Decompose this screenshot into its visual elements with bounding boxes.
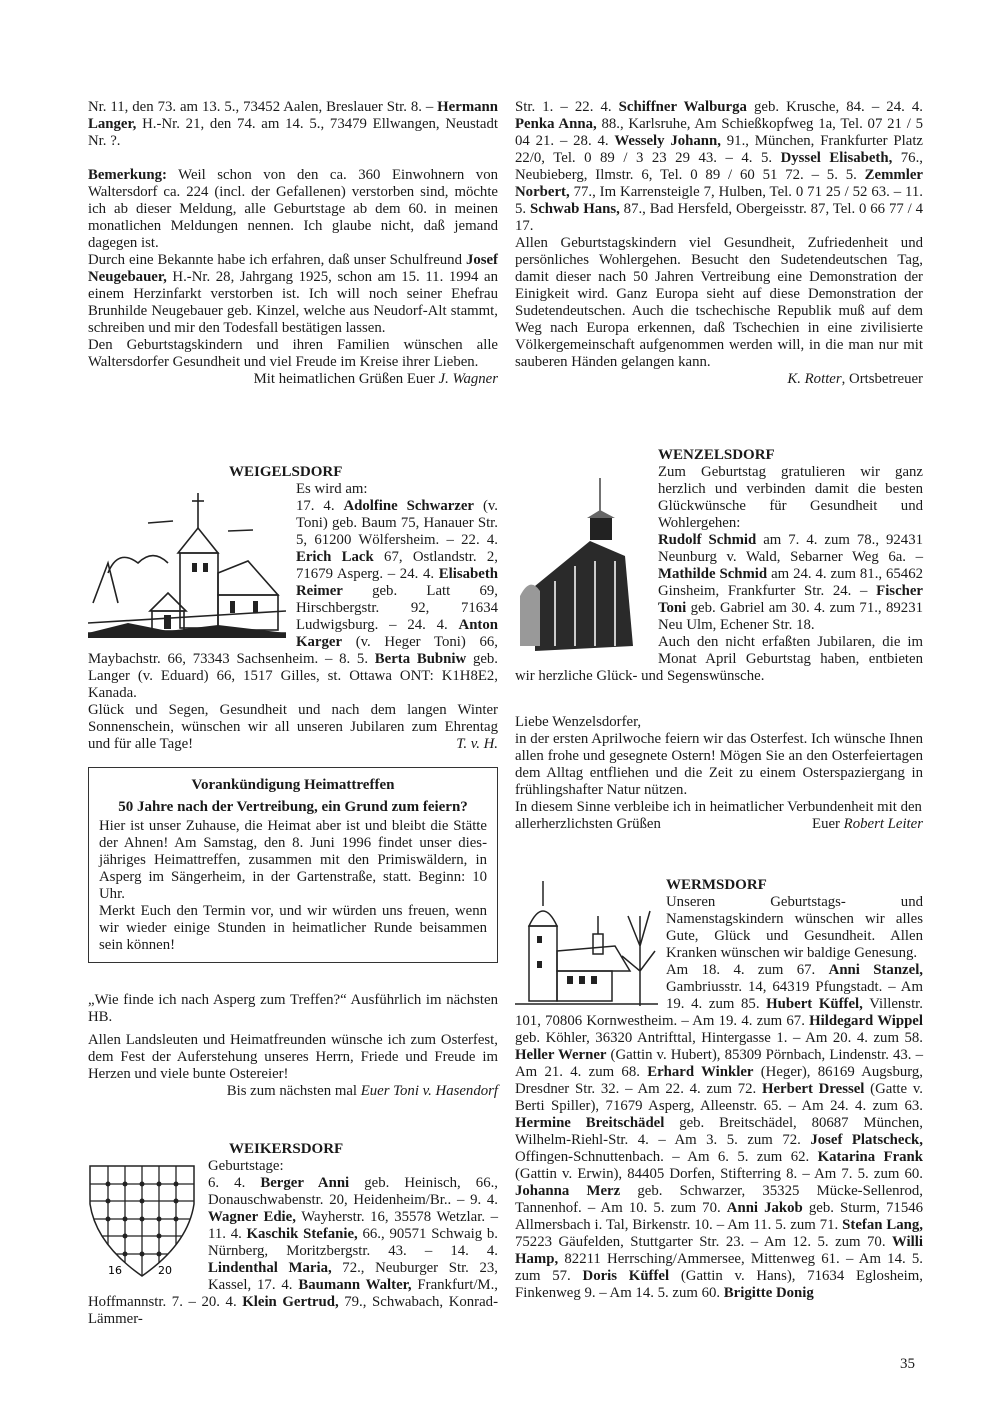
paragraph: Hier ist unser Zuhause, die Heimat aber ist und bleibt die Stätte der Ahnen! Am Samstag, den 8. Juni 1996 findet unser dies-jähriges Heimattreffen, zusammen mit den Primiswäldern, in Asperg im Sängerheim, in der Gartenstraße, statt. Beginn: 10 Uhr. [99, 818, 487, 902]
weikersdorf-section [88, 1140, 498, 1328]
text-run: 67, Ostlandstr. 2, 71679 Asperg. – 24. 4. [296, 549, 498, 582]
text-run: am 7. 4. zum 78., 92431 Neunburg v. Wald, Sebarner Weg 6a. – [658, 532, 923, 565]
text-run: H.-Nr. 21, den 74. am 14. 5., 73479 Ellwangen, Neustadt Nr. ?. [88, 116, 498, 149]
person-name: Katarina Frank [817, 1149, 923, 1165]
remark-paragraph [88, 167, 498, 252]
person-name: Penka Anna, [515, 116, 597, 132]
text-run: geb. Gabriel am 30. 4. zum 71., 89231 Neu Ulm, Echener Str. 18. [658, 600, 923, 633]
greeting-text: Glück und Segen, Gesundheit und nach dem langen Winter Sonnenschein, wünschen wir all unseren Jubilaren zum Ehrentag und für alle Tage! [88, 702, 498, 752]
person-name: Baumann Walter, [298, 1277, 412, 1293]
text-run: (Gattin v. Erwin), 84405 Dorfen, Stifterring 8. – Am 7. 5. zum 60. [515, 1166, 923, 1182]
signature [88, 371, 498, 388]
salutation: Liebe Wenzelsdorfer, [515, 714, 642, 730]
text-run: Str. 1. – 22. 4. [515, 99, 619, 115]
waltersdorf-section [88, 99, 498, 388]
signature [812, 816, 923, 833]
person-name: Anni Stanzel, [828, 962, 923, 978]
continued-section [515, 99, 923, 388]
text-run: Weil schon von den ca. 360 Einwohnern von Waltersdorf ca. 224 (incl. der Gefallenen) verstorben sind, möchte ich ab dieser Meldung, alle Geburtstage ab dem 60. in meinen monatlichen Meldungen nennen. Ich glaube nicht, daß jemand dagegen ist. [88, 167, 498, 251]
person-name: Rudolf Schmid [658, 532, 757, 548]
closing-text: In diesem Sinne verbleibe ich in heimatlicher Verbundenheit mit den allerherzlichsten Grüßen [515, 799, 922, 832]
announcement-subtitle: 50 Jahre nach der Vertreibung, ein Grund zum feiern? [118, 799, 468, 815]
paragraph: Allen Geburtstagskindern viel Gesundheit, Zufriedenheit und persönliches Wohlergehen. Besucht den Sudetendeutschen Tag, damit dieser nach 50 Jahren Vertreibung eine Demonstration der Einigkeit wird. Ganz Europa sieht auf diese Demonstration der Sudetendeutschen. Auch die tschechische Republik muß auf dem Weg nach Europa erkennen, daß Tschechien in eine zivilisierte Völkergemeinschaft aufgenommen werden will, in die man nur mit sauberen Händen gelangen kann. [515, 235, 923, 370]
section-title: WEIKERSDORF [229, 1141, 344, 1157]
person-name: Doris Küffel [582, 1268, 670, 1284]
text-run: geb. Breitschädel, 80687 München, Wilhelm-Riehl-Str. 4. – Am 3. 5. zum 72. [515, 1115, 924, 1148]
paragraph [88, 337, 498, 371]
announcement-box [88, 767, 498, 963]
intro-text: Es wird am: [296, 481, 368, 497]
text-run: geb. Schwarzer, 35325 Mücke-Sellenrod, Tannenhof. – Am 10. 5. zum 70. [515, 1183, 923, 1216]
text-run: geb. Heinisch, 66., Donauschwabenstr. 20, Heidenheim/Br.. – 9. 4. [208, 1175, 499, 1208]
person-name: Elisabeth Reimer [296, 566, 498, 599]
paragraph: Allen Landsleuten und Heimatfreunden wünsche ich zum Osterfest, dem Fest der Auferstehung unseres Herrn, Friede und Freude im Herzen und viele bunte Ostereier! [88, 1032, 498, 1082]
text-run: 6. 4. [208, 1175, 261, 1191]
italic-text: Euer Toni v. Hasendorf [360, 1083, 498, 1099]
wermsdorf-section [515, 876, 923, 1302]
text-run: H.-Nr. 28, Jahrgang 1925, schon am 15. 11. 1994 an einem Herzinfarkt verstorben ist. Ich will noch seiner Ehefrau Brunhilde Neugebauer geb. Kinzel, welche aus Neudorf-Alt stammt, schreiben und mir den Todesfall bestätigen lassen. [88, 269, 498, 336]
church-illustration [515, 876, 658, 1012]
italic-text: K. Rotter [787, 371, 842, 387]
paragraph: Unseren Geburtstags- und Namenstagskindern wünschen wir alles Gute, Glück und Gesundheit. Allen Kranken wünschen wir baldige Genesung. [666, 894, 923, 961]
person-name: Mathilde Schmid [658, 566, 768, 582]
signature [88, 1083, 498, 1100]
wenzelsdorf-section [515, 446, 923, 685]
text-run: Den Geburtstagskindern und ihren Familien wünschen alle Waltersdorfer Gesundheit und viel Freude im Kreise ihrer Lieben. [88, 337, 498, 370]
person-name: Heller Werner [515, 1047, 607, 1063]
person-name: Anni Jakob [726, 1200, 803, 1216]
person-name: Willi Hamp, [515, 1234, 923, 1267]
text-run: 88., Karlsruhe, Am Schießkopfweg 1a, Tel. 07 21 / 5 04 21. – 28. 4. [515, 116, 923, 149]
text-run: geb. Köhler, 36320 Antrifttal, Hintergasse 1. – Am 20. 4. zum 58. [515, 1030, 923, 1046]
text-run: Villenstr. 101, 70806 Kornwestheim. – Am 19. 4. zum 67. [515, 996, 923, 1029]
person-name: Hermine Breitschädel [515, 1115, 665, 1131]
page-number: 35 [900, 1356, 915, 1372]
person-name: Josef Neugebauer, [88, 252, 498, 285]
text-run: geb. Krusche, 84. – 24. 4. [746, 99, 923, 115]
person-name: Kaschik Stefanie, [246, 1226, 358, 1242]
wenzelsdorf-letter [515, 714, 923, 833]
paragraph [515, 799, 923, 833]
signature [515, 371, 923, 388]
text-run: Am 18. 4. zum 67. [666, 962, 829, 978]
person-name: Fischer Toni [658, 583, 923, 616]
person-name: Klein Gertrud, [242, 1294, 339, 1310]
text-run: (Gattin v. Hans), 71634 Eglosheim, Finkenweg 9. – Am 14. 5. zum 60. [515, 1268, 923, 1301]
text-run: (v. Toni) geb. Baum 75, Hanauer Str. 5, 61200 Wölfersheim. – 22. 4. [296, 498, 499, 548]
weigelsdorf-section [88, 463, 498, 753]
person-name: Zemmler Norbert, [515, 167, 923, 200]
person-name: Hubert Küffel, [766, 996, 863, 1012]
person-name: Dyssel Elisabeth, [780, 150, 893, 166]
text-run: 77., Im Karrensteigle 7, Hulben, Tel. 0 71 25 / 52 63. – 11. 5. [515, 184, 923, 217]
emblem-label: 20 [158, 1264, 172, 1277]
text-run: (Gattin v. Hubert), 85309 Pörnbach, Lindenstr. 43. – Am 21. 4. zum 68. [515, 1047, 923, 1080]
section-title: WENZELSDORF [658, 447, 775, 463]
paragraph: Merkt Euch den Termin vor, und wir würden uns freuen, wenn wir wieder einige Stunden in heimatlicher Runde beisammen sein können! [99, 903, 487, 953]
paragraph [88, 702, 498, 753]
person-name: Herbert Dressel [761, 1081, 865, 1097]
italic-text: Robert Leiter [843, 816, 923, 832]
text-run: Durch eine Bekannte habe ich erfahren, daß unser Schulfreund [88, 252, 466, 268]
text-run: Offingen-Schnuttenbach. – Am 6. 5. zum 62. [515, 1149, 818, 1165]
text-run: 82211 Herrsching/Ammersee, Mittenweg 61. – Am 14. 5. zum 57. [515, 1251, 923, 1284]
text-run: Frankfurt/M., Hoffmannstr. 7. – 20. 4. [88, 1277, 498, 1310]
text-run: am 24. 4. zum 81., 65462 Ginsheim, Frankfurter Str. 24. – [658, 566, 923, 599]
person-name: Schiffner Walburga [618, 99, 747, 115]
text-run: Wayherstr. 16, 35578 Wetzlar. – 11. 4. [208, 1209, 498, 1242]
chapel-photo-icon [515, 446, 647, 658]
person-name: Berger Anni [260, 1175, 350, 1191]
emblem-label: 16 [108, 1264, 122, 1277]
person-name: Wagner Edie, [208, 1209, 296, 1225]
paragraph [88, 99, 498, 150]
text-run: 79., Schwabach, Konrad-Lämmer- [88, 1294, 499, 1327]
person-name: Hildegard Wippel [809, 1013, 923, 1029]
person-name: Stefan Lang, [842, 1217, 923, 1233]
announcement-title: Vorankündigung Heimattreffen [191, 777, 395, 793]
birthday-list [515, 99, 923, 235]
birthday-list [515, 962, 923, 1302]
text-run: (v. Heger Toni) 66, Maybachstr. 66, 73343 Sachsenheim. – 8. 5. [88, 634, 498, 667]
paragraph [88, 252, 498, 337]
person-name: Josef Platscheck, [810, 1132, 923, 1148]
shield-emblem-icon [88, 1164, 196, 1280]
paragraph: Auch den nicht erfaßten Jubilaren, die im Monat April Geburtstag haben, entbieten wir herzliche Glück- und Segenswünsche. [515, 634, 923, 684]
section-title: WERMSDORF [666, 877, 767, 893]
person-name: Wessely Johann, [614, 133, 721, 149]
text-run: 17. 4. [296, 498, 344, 514]
text-run: geb. Sturm, 71546 Allmersbach i. Tal, Birkenstr. 10. – Am 11. 5. zum 71. [515, 1200, 924, 1233]
text-run: Gambriusstr. 14, 64319 Pfungstadt. – Am 19. 4. zum 85. [666, 979, 923, 1012]
person-name: Erhard Winkler [647, 1064, 754, 1080]
church-sketch-icon [88, 483, 286, 638]
text-run: (Gatte v. Berti Spiller), 71679 Asperg, Alleenstr. 65. – Am 24. 4. zum 63. [515, 1081, 923, 1114]
italic-text: J. Wagner [438, 371, 498, 387]
person-name: Erich Lack [296, 549, 374, 565]
church-sketch-icon [515, 876, 658, 1012]
paragraph: in der ersten Aprilwoche feiern wir das Osterfest. Ich wünsche Ihnen allen frohe und gesegnete Ostern! Mögen Sie an den Osterfeiertagen dem Alltag entfliehen und die Zeit zu einem Osterspaziergang in frühlingshafter Natur nützen. [515, 731, 923, 798]
hasendorf-section [88, 992, 498, 1100]
text-run: 87., Bad Hersfeld, Obergeisstr. 87, Tel. 0 66 77 / 4 17. [515, 201, 924, 234]
text-run: 76., Neubieberg, Ilmstr. 6, Tel. 0 89 / 60 51 72. – 5. 5. [515, 150, 923, 183]
person-name: Lindenthal Maria, [208, 1260, 332, 1276]
text-run: Mit heimatlichen Grüßen Euer [253, 371, 439, 387]
person-name: Anton Karger [296, 617, 498, 650]
section-title: WEIGELSDORF [229, 464, 343, 480]
person-name: Schwab Hans, [529, 201, 620, 217]
text-run: 75223 Gäufelden, Stuttgarter Str. 23. – Am 12. 5. zum 70. [515, 1234, 893, 1250]
text-run: Nr. 11, den 73. am 13. 5., 73452 Aalen, Breslauer Str. 8. – [88, 99, 438, 115]
text-run: 91., München, Frankfurter Platz 22/0, Tel. 0 89 / 3 23 29 43. – 4. 5. [515, 133, 923, 166]
church-illustration [88, 483, 286, 638]
text-run: (Heger), 86169 Augsburg, Dresdner Str. 32. – Am 22. 4. zum 72. [515, 1064, 923, 1097]
text-run: , Ortsbetreuer [841, 371, 923, 387]
chapel-photo [515, 446, 647, 658]
person-name: Berta Bubniw [374, 651, 467, 667]
paragraph: Zum Geburtstag gratulieren wir ganz herzlich und verbinden damit die besten Glückwünsche für Gesundheit und Wohlergehen: [658, 464, 923, 531]
intro-text: Geburtstage: [208, 1158, 284, 1174]
text-run: 66., 90571 Schwaig b. Nürnberg, Moritzbergstr. 43. – 14. 4. [208, 1226, 498, 1259]
paragraph: „Wie finde ich nach Asperg zum Treffen?“ Ausführlich im nächsten HB. [88, 992, 498, 1025]
coat-of-arms [88, 1164, 196, 1280]
text-run: Bis zum nächsten mal [226, 1083, 361, 1099]
person-name: Johanna Merz [515, 1183, 621, 1199]
signature: T. v. H. [456, 736, 498, 752]
text-run: geb. Latt 69, Hirschbergstr. 92, 71634 Ludwigsburg. – 24. 4. [296, 583, 498, 633]
person-name: Brigitte Donig [723, 1285, 814, 1301]
text-run: Euer [812, 816, 844, 832]
person-name: Hermann Langer, [88, 99, 498, 132]
person-name: Bemerkung: [88, 167, 167, 183]
text-run: 72., Neuburger Str. 23, Kassel, 17. 4. [208, 1260, 498, 1293]
person-name: Adolfine Schwarzer [343, 498, 475, 514]
text-run: geb. Langer (v. Eduard) 66, 1517 Gilles, st. Ottawa ONT: K1H8E2, Kanada. [88, 651, 499, 701]
